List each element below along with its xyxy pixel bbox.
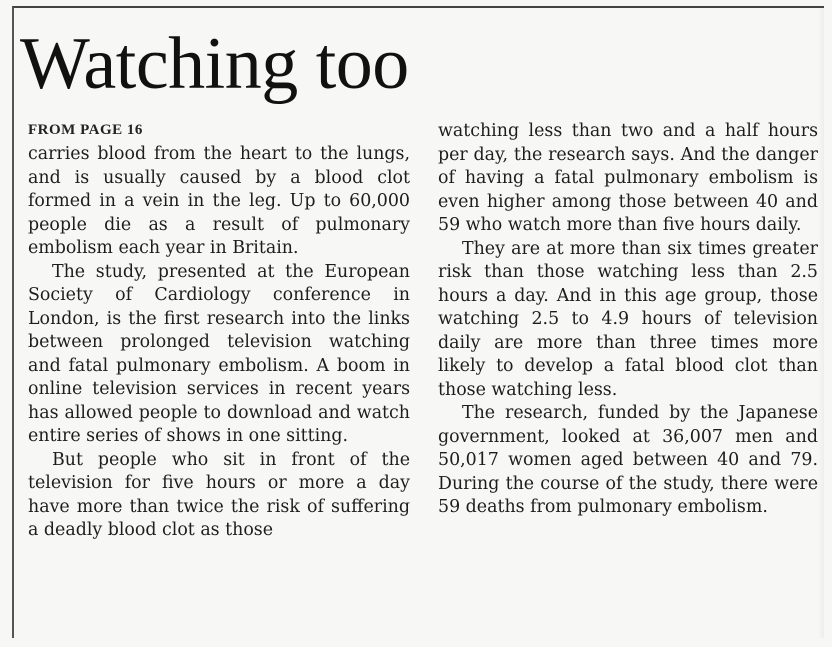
paragraph: The research, funded by the Japanese government, looked at 36,007 men and 50,017 women aged between 40 and 79. During the course of the study, there were 59 deaths from pulmonary embolism. xyxy=(438,403,818,517)
article-column-right xyxy=(438,120,818,520)
paragraph: watching less than two and a half hours per day, the research says. And the danger of having a fatal pulmonary embolism is even higher among those between 40 and 59 who watch more than five hours daily. xyxy=(438,121,818,235)
headline: Watching too xyxy=(20,23,409,105)
paragraph: But people who sit in front of the television for five hours or more a day have more than twice the risk of suffering a deadly blood clot as those xyxy=(28,449,410,540)
paragraph: carries blood from the heart to the lungs, and is usually caused by a blood clot formed in a vein in the leg. Up to 60,000 people die as a result of pulmonary embolism each year in Britain. xyxy=(28,144,410,258)
page-shadow xyxy=(818,8,824,638)
paragraph: They are at more than six times greater risk than those watching less than 2.5 hours a day. And in this age group, those watching 2.5 to 4.9 hours of television daily are more than three times more likely to develop a fatal blood clot than those watching less. xyxy=(438,238,818,400)
continued-from-label: FROM PAGE 16 xyxy=(28,122,143,138)
paragraph: The study, presented at the European Society of Cardiology conference in London, is the first research into the links between prolonged television watching and fatal pulmonary embolism. A boom in online television services in recent years has allowed people to download and watch entire series of shows in one sitting. xyxy=(28,261,410,446)
article-column-left xyxy=(28,143,410,543)
